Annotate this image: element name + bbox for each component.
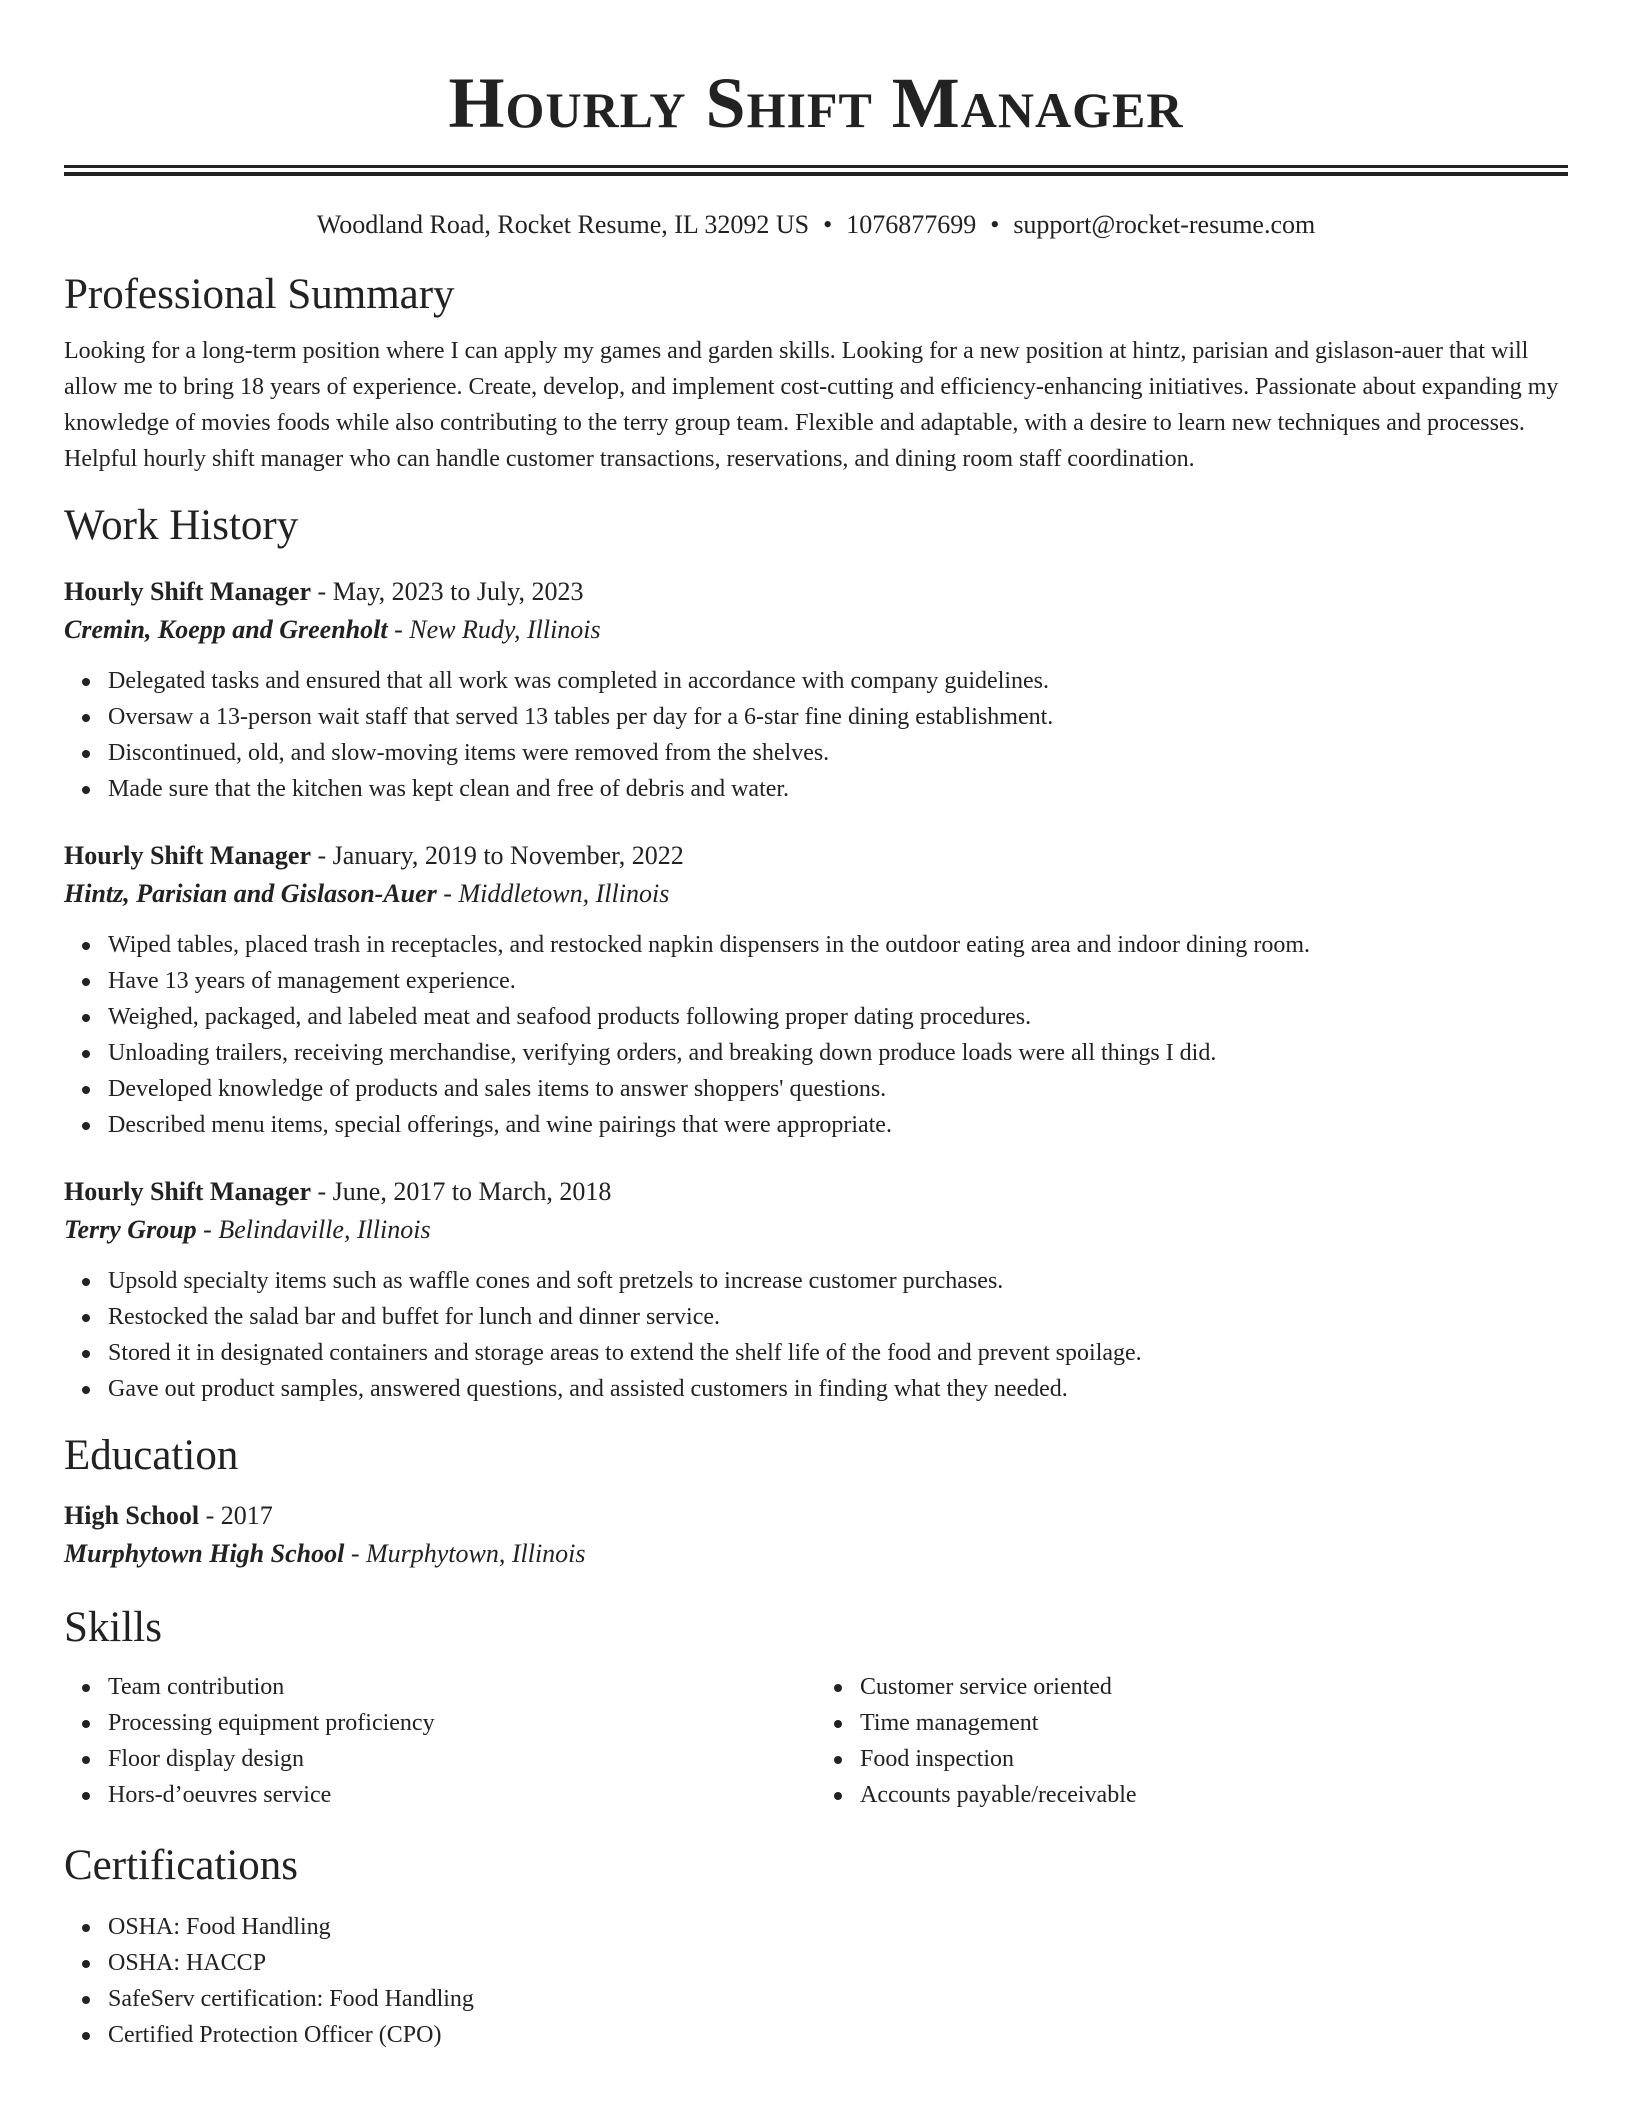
job-entry (64, 573, 1568, 807)
skill-item: Hors-d’oeuvres service (108, 1777, 816, 1813)
skill-item: Food inspection (860, 1741, 1568, 1777)
list-item: Stored it in designated containers and storage areas to extend the shelf life of the food and prevent spoilage. (108, 1335, 1568, 1371)
job-dates: - May, 2023 to July, 2023 (311, 577, 584, 606)
job-role: Hourly Shift Manager (64, 841, 311, 870)
job-dates: - June, 2017 to March, 2018 (311, 1177, 612, 1206)
job-employer (64, 1211, 1568, 1249)
certification-item: SafeServ certification: Food Handling (108, 1981, 1568, 2017)
skill-item: Processing equipment proficiency (108, 1705, 816, 1741)
job-company: Cremin, Koepp and Greenholt (64, 615, 388, 644)
education-entry (64, 1497, 1568, 1573)
skills-grid (64, 1669, 1568, 1813)
skill-item: Customer service oriented (860, 1669, 1568, 1705)
job-duties (64, 663, 1568, 807)
list-item: Developed knowledge of products and sales items to answer shoppers' questions. (108, 1071, 1568, 1107)
resume-name: Hourly Shift Manager (448, 63, 1184, 143)
skill-item: Time management (860, 1705, 1568, 1741)
education-year: - 2017 (199, 1501, 273, 1530)
list-item: Unloading trailers, receiving merchandise, verifying orders, and breaking down produce loads were all things I did. (108, 1035, 1568, 1071)
job-company: Hintz, Parisian and Gislason-Auer (64, 879, 437, 908)
job-duties (64, 1263, 1568, 1407)
job-location: - Middletown, Illinois (436, 879, 670, 908)
list-item: Gave out product samples, answered questions, and assisted customers in finding what they needed. (108, 1371, 1568, 1407)
skill-item: Team contribution (108, 1669, 816, 1705)
skills-column-right (816, 1669, 1568, 1813)
summary-text: Looking for a long-term position where I can apply my games and garden skills. Looking for a new position at hintz, parisian and gislason-auer that will allow me to bring 18 years of experience. Create, develop, and implement cost-cutting and efficiency-enhancing initiatives. Passionate about expanding my knowledge of movies foods while also contributing to the terry group team. Flexible and adaptable, with a desire to learn new techniques and processes. Helpful hourly shift manager who can handle customer transactions, reservations, and dining room staff coordination. (64, 338, 1559, 472)
certification-item: OSHA: HACCP (108, 1945, 1568, 1981)
job-dates: - January, 2019 to November, 2022 (311, 841, 684, 870)
skills-column-left (64, 1669, 816, 1813)
education-location: - Murphytown, Illinois (344, 1539, 586, 1568)
section-title-summary: Professional Summary (64, 271, 455, 318)
job-entry (64, 837, 1568, 1143)
education-school-line (64, 1535, 1568, 1573)
job-heading (64, 837, 1568, 875)
job-role: Hourly Shift Manager (64, 577, 311, 606)
list-item: Restocked the salad bar and buffet for lunch and dinner service. (108, 1299, 1568, 1335)
list-item: Delegated tasks and ensured that all work was completed in accordance with company guidelines. (108, 663, 1568, 699)
contact-separator: • (823, 210, 833, 239)
list-item: Upsold specialty items such as waffle cones and soft pretzels to increase customer purchases. (108, 1263, 1568, 1299)
list-item: Made sure that the kitchen was kept clean and free of debris and water. (108, 771, 1568, 807)
job-heading (64, 573, 1568, 611)
section-title-certifications: Certifications (64, 1842, 299, 1889)
certifications-list (64, 1909, 1568, 2053)
resume-page (64, 0, 1568, 2053)
list-item: Wiped tables, placed trash in receptacles, and restocked napkin dispensers in the outdoor eating area and indoor dining room. (108, 927, 1568, 963)
job-company: Terry Group (64, 1215, 197, 1244)
skill-item: Floor display design (108, 1741, 816, 1777)
list-item: Described menu items, special offerings, and wine pairings that were appropriate. (108, 1107, 1568, 1143)
education-heading (64, 1497, 1568, 1535)
contact-email: support@rocket-resume.com (1013, 210, 1316, 239)
education-degree: High School (64, 1501, 200, 1530)
list-item: Discontinued, old, and slow-moving items were removed from the shelves. (108, 735, 1568, 771)
contact-address: Woodland Road, Rocket Resume, IL 32092 US (316, 210, 810, 239)
list-item: Oversaw a 13-person wait staff that served 13 tables per day for a 6-star fine dining establishment. (108, 699, 1568, 735)
education-school: Murphytown High School (64, 1539, 345, 1568)
job-heading (64, 1173, 1568, 1211)
header-divider (64, 165, 1568, 176)
job-role: Hourly Shift Manager (64, 1177, 311, 1206)
contact-phone: 1076877699 (846, 210, 977, 239)
list-item: Have 13 years of management experience. (108, 963, 1568, 999)
contact-line (64, 210, 1568, 240)
job-location: - Belindaville, Illinois (196, 1215, 431, 1244)
list-item: Weighed, packaged, and labeled meat and seafood products following proper dating procedures. (108, 999, 1568, 1035)
contact-separator: • (990, 210, 1000, 239)
skill-item: Accounts payable/receivable (860, 1777, 1568, 1813)
section-title-work-history: Work History (64, 502, 299, 549)
section-title-skills: Skills (64, 1604, 162, 1651)
job-entry (64, 1173, 1568, 1407)
job-duties (64, 927, 1568, 1143)
certification-item: Certified Protection Officer (CPO) (108, 2017, 1568, 2053)
section-title-education: Education (64, 1432, 239, 1479)
job-employer (64, 875, 1568, 913)
job-employer (64, 611, 1568, 649)
certification-item: OSHA: Food Handling (108, 1909, 1568, 1945)
job-location: - New Rudy, Illinois (387, 615, 601, 644)
